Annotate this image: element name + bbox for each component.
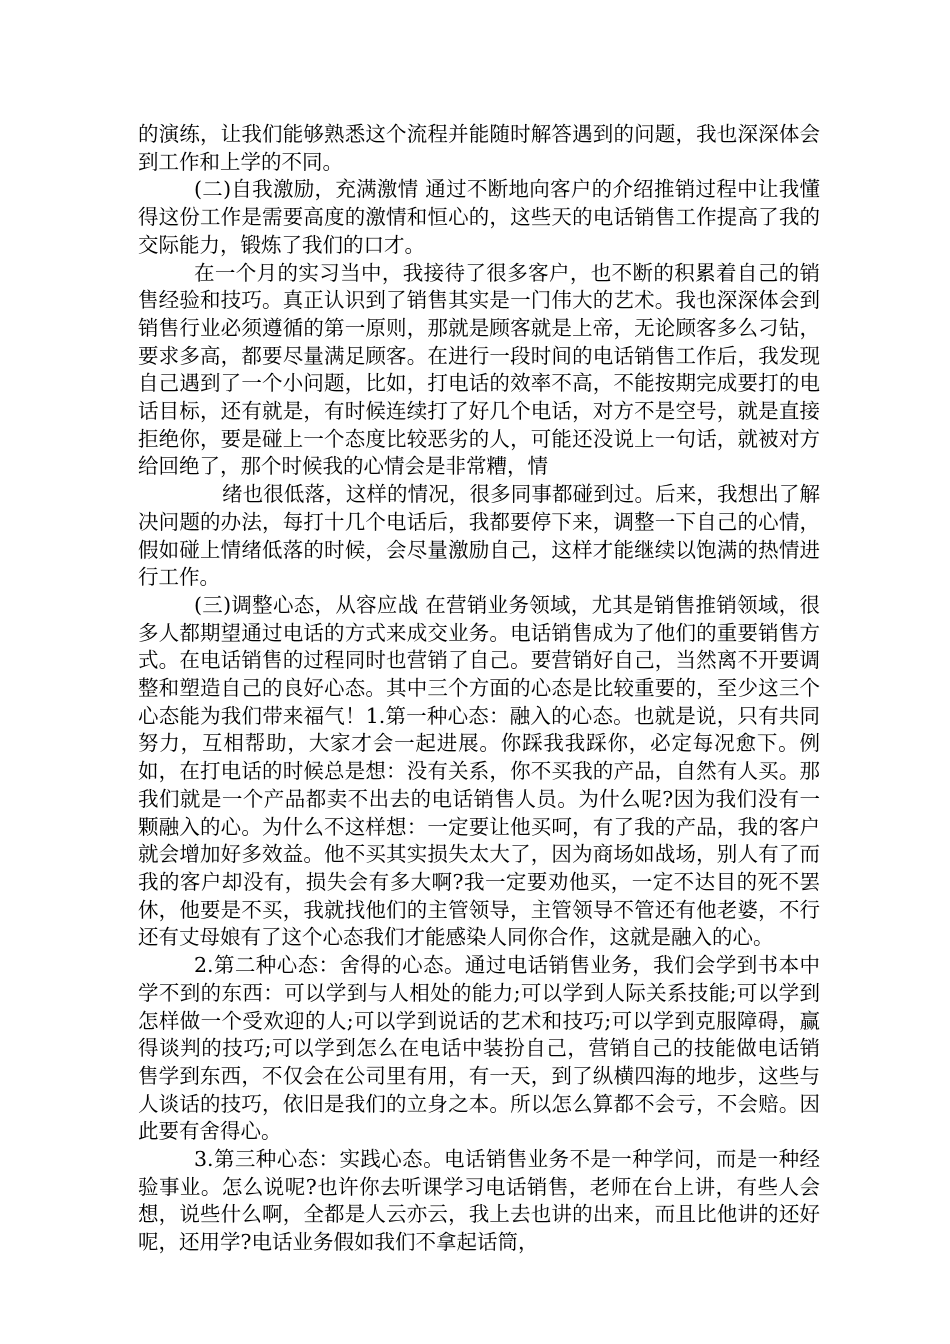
- paragraph-1: 的演练，让我们能够熟悉这个流程并能随时解答遇到的问题，我也深深体会到工作和上学的不同。: [138, 122, 820, 174]
- paragraph-2: (二)自我激励，充满激情 通过不断地向客户的介绍推销过程中让我懂得这份工作是需要高度的激情和恒心的，这些天的电话销售工作提高了我的交际能力，锻炼了我们的口才。: [138, 177, 820, 257]
- document-body: [138, 121, 820, 1257]
- paragraph-5: (三)调整心态，从容应战 在营销业务领域，尤其是销售推销领域，很多人都期望通过电话的方式来成交业务。电话销售成为了他们的重要销售方式。在电话销售的过程同时也营销了自己。要营销好自己，当然离不开要调整和塑造自己的良好心态。其中三个方面的心态是比较重要的，至少这三个心态能为我们带来福气！1.第一种心态：融入的心态。也就是说，只有共同努力，互相帮助，大家才会一起进展。你踩我我踩你，必定每况愈下。例如，在打电话的时候总是想：没有关系，你不买我的产品，自然有人买。那我们就是一个产品都卖不出去的电话销售人员。为什么呢?因为我们没有一颗融入的心。为什么不这样想：一定要让他买呵，有了我的产品，我的客户就会增加好多效益。他不买其实损失太大了，因为商场如战场，别人有了而我的客户却没有，损失会有多大啊?我一定要劝他买，一定不达目的死不罢休，他要是不买，我就找他们的主管领导，主管领导不管还有他老婆，不行还有丈母娘有了这个心态我们才能感染人同你合作，这就是融入的心。: [138, 592, 820, 950]
- paragraph-7: 3.第三种心态：实践心态。电话销售业务不是一种学问，而是一种经验事业。怎么说呢?也许你去听课学习电话销售，老师在台上讲，有些人会想，说些什么啊，全都是人云亦云，我上去也讲的出来，而且比他讲的还好呢，还用学?电话业务假如我们不拿起话筒，: [138, 1147, 820, 1255]
- paragraph-4: 绪也很低落，这样的情况，很多同事都碰到过。后来，我想出了解决问题的办法，每打十几个电话后，我都要停下来，调整一下自己的心情，假如碰上情绪低落的时候，会尽量激励自己，这样才能继续以饱满的热情进行工作。: [138, 482, 820, 590]
- paragraph-3: 在一个月的实习当中，我接待了很多客户，也不断的积累着自己的销售经验和技巧。真正认识到了销售其实是一门伟大的艺术。我也深深体会到销售行业必须遵循的第一原则，那就是顾客就是上帝，无论顾客多么刁钻，要求多高，都要尽量满足顾客。在进行一段时间的电话销售工作后，我发现自己遇到了一个小问题，比如，打电话的效率不高，不能按期完成要打的电话目标，还有就是，有时候连续打了好几个电话，对方不是空号，就是直接拒绝你，要是碰上一个态度比较恶劣的人，可能还没说上一句话，就被对方给回绝了，那个时候我的心情会是非常糟，情: [138, 260, 820, 479]
- paragraph-6: 2.第二种心态：舍得的心态。通过电话销售业务，我们会学到书本中学不到的东西：可以学到与人相处的能力;可以学到人际关系技能;可以学到怎样做一个受欢迎的人;可以学到说话的艺术和技巧;可以学到克服障碍，赢得谈判的技巧;可以学到怎么在电话中装扮自己，营销自己的技能做电话销售学到东西，不仅会在公司里有用，有一天，到了纵横四海的地步，这些与人谈话的技巧，依旧是我们的立身之本。所以怎么算都不会亏，不会赔。因此要有舍得心。: [138, 953, 820, 1144]
